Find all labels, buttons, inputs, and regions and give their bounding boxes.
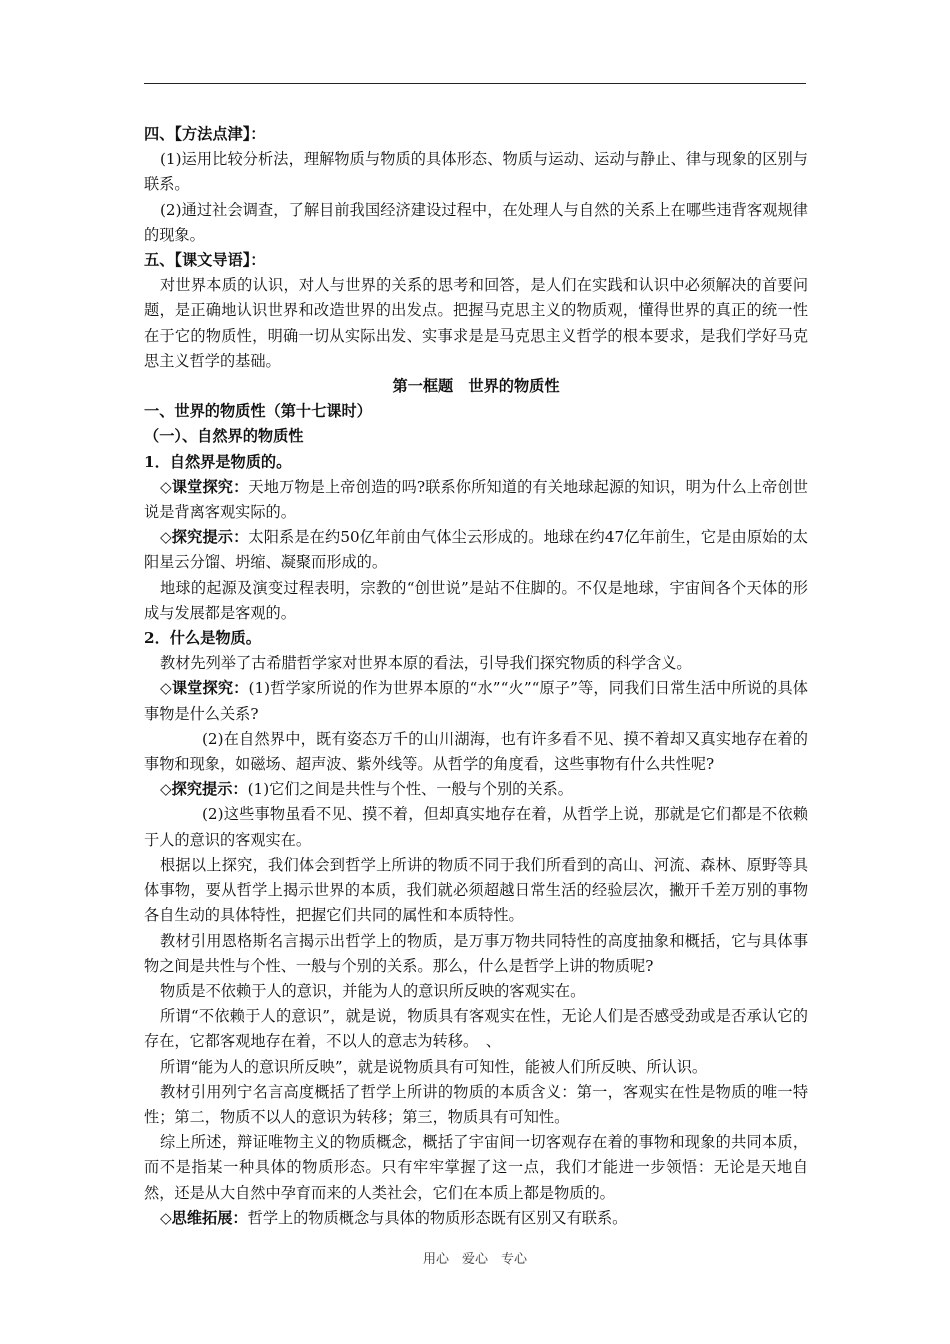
exploration-question-2: (2)在自然界中，既有姿态万千的山川湖海，也有许多看不见、摸不着却又真实地存在着的事物和现象，如磁场、超声波、紫外线等。从哲学的角度看，这些事物有什么共性呢?	[144, 729, 808, 774]
exploration-hint-1	[144, 525, 808, 575]
paragraph-earth-origin: 地球的起源及演变过程表明，宗教的“创世说”是站不住脚的。不仅是地球，宇宙间各个天体的形成与发展都是客观的。	[144, 578, 808, 622]
section-4-heading: 四、【方法点津】：	[144, 125, 266, 143]
heading-what-is-matter: 2．什么是物质。	[144, 629, 261, 648]
frame-title: 第一框题 世界的物质性	[392, 377, 560, 396]
exploration-label: ◇课堂探究：	[160, 477, 249, 496]
exploration-answer-2: (2)这些事物虽看不见、摸不着，但却真实地存在着，从哲学上说，那就是它们都是不依赖于人的意识的客观实在。	[144, 805, 808, 849]
paragraph-matter-definition: 物质是不依赖于人的意识，并能为人的意识所反映的客观实在。	[160, 981, 586, 1000]
exploration-hint-2	[144, 777, 808, 802]
heading-level-1: 一、世界的物质性（第十七课时）	[144, 402, 372, 421]
hint-text: (1)它们之间是共性与个性、一般与个别的关系。	[247, 780, 573, 799]
paragraph-reflected-by-consciousness: 所谓“能为人的意识所反映”，就是说物质具有可知性，能被人们所反映、所认识。	[160, 1057, 708, 1076]
section-4-paragraph-2: (2)通过社会调查，了解目前我国经济建设过程中，在处理人与自然的关系上在哪些违背客观规律的现象。	[144, 200, 808, 244]
hint-label: ◇探究提示：	[160, 528, 249, 547]
class-exploration-2	[144, 676, 808, 726]
exploration-text: 天地万物是上帝创造的吗?联系你所知道的有关地球起源的知识，明为什么上帝创世说是背离客观实际的。	[144, 477, 808, 522]
header-rule	[144, 83, 806, 84]
page-footer: 用心 爱心 专心	[422, 1252, 527, 1267]
section-4-paragraph-1: (1)运用比较分析法，理解物质与物质的具体形态、物质与运动、运动与静止、律与现象的区别与联系。	[144, 150, 808, 194]
exploration-label: ◇课堂探究：	[160, 679, 249, 698]
thinking-text: 哲学上的物质概念与具体的物质形态既有区别又有联系。	[247, 1208, 628, 1227]
heading-level-2: （一）、自然界的物质性	[144, 427, 304, 446]
section-5-paragraph-1: 对世界本质的认识，对人与世界的关系的思考和回答，是人们在实践和认识中必须解决的首要问题，是正确地认识世界和改造世界的出发点。把握马克思主义的物质观，懂得世界的真正的统一性在于它的物质性，明确一切从实际出发、实事求是是马克思主义哲学的根本要求，是我们学好马克思主义哲学的基础。	[144, 276, 808, 370]
paragraph-textbook-greek: 教材先列举了古希腊哲学家对世界本原的看法，引导我们探究物质的科学含义。	[160, 654, 692, 673]
exploration-text: (1)哲学家所说的作为世界本原的“水”“火”“原子”等，同我们日常生活中所说的具体事物是什么关系?	[144, 679, 808, 723]
heading-nature-is-material: 1．自然界是物质的。	[144, 452, 292, 471]
thinking-label: ◇思维拓展：	[160, 1208, 248, 1227]
section-5-heading: 五、【课文导语】：	[144, 251, 266, 270]
paragraph-engels-quote: 教材引用恩格斯名言揭示出哲学上的物质，是万事万物共同特性的高度抽象和概括，它与具体事物之间是共性与个性、一般与个别的关系。那么，什么是哲学上讲的物质呢?	[144, 931, 808, 975]
paragraph-based-on-exploration: 根据以上探究，我们体会到哲学上所讲的物质不同于我们所看到的高山、河流、森林、原野等具体事物，要从哲学上揭示世界的本质，我们就必须超越日常生活的经验层次，撇开千差万别的事物各自生动的具体特性，把握它们共同的属性和本质特性。	[144, 855, 808, 925]
paragraph-lenin-quote: 教材引用列宁名言高度概括了哲学上所讲的物质的本质含义：第一，客观实在性是物质的唯一特性；第二，物质不以人的意识为转移；第三，物质具有可知性。	[144, 1082, 808, 1126]
class-exploration-1	[144, 475, 808, 525]
hint-text: 太阳系是在约50亿年前由气体尘云形成的。地球在约47亿年前生，它是由原始的太阳星云分馏、坍缩、凝聚而形成的。	[144, 528, 808, 572]
document-body	[144, 122, 808, 1231]
hint-label: ◇探究提示：	[160, 780, 248, 799]
paragraph-independent-of-consciousness: 所谓“不依赖于人的意识”，就是说，物质具有客观实在性，无论人们是否感受劲或是否承认它的存在，它都客观地存在着，不以人的意志为转移。 、	[144, 1007, 808, 1051]
paragraph-summary: 综上所述，辩证唯物主义的物质概念，概括了宇宙间一切客观存在着的事物和现象的共同本质，而不是指某一种具体的物质形态。只有牢牢掌握了这一点，我们才能进一步领悟：无论是天地自然，还是从大自然中孕育而来的人类社会，它们在本质上都是物质的。	[144, 1133, 808, 1202]
thinking-extension	[144, 1206, 808, 1231]
